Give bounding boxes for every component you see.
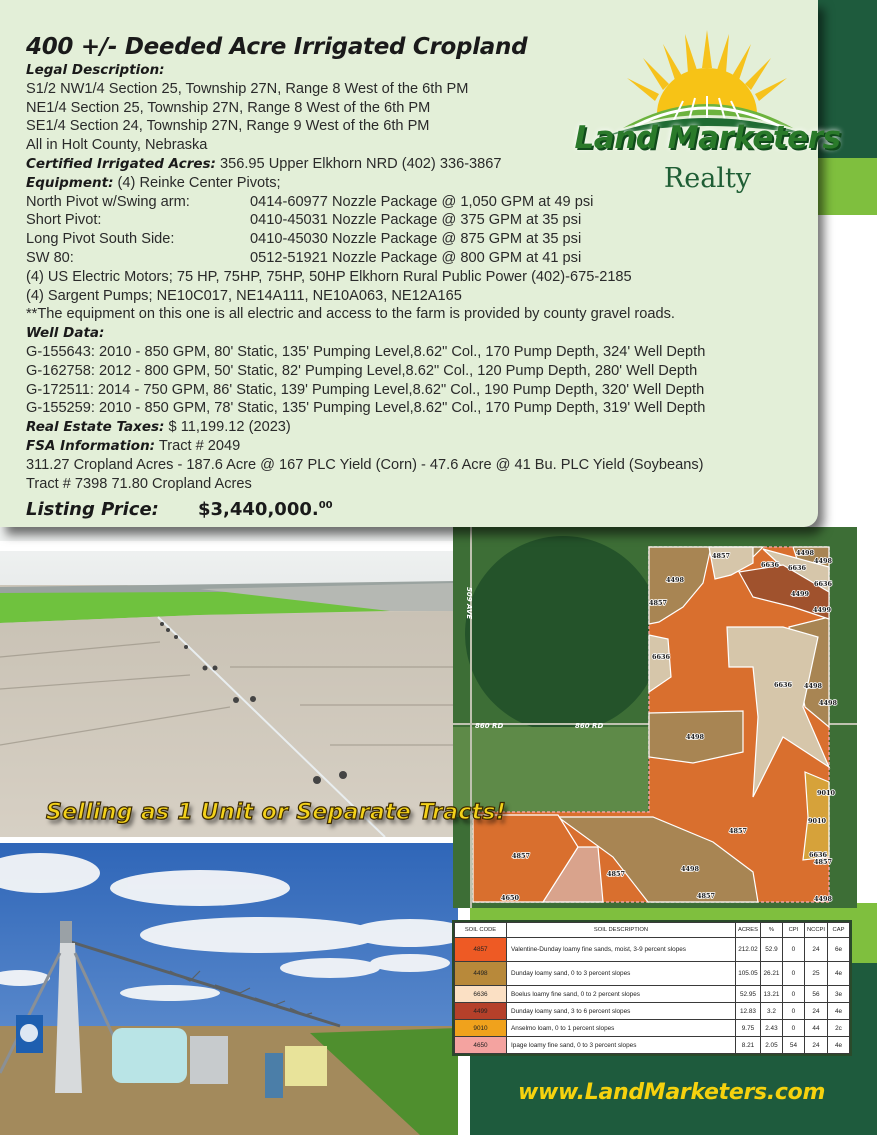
soil-map-label: 4857 <box>648 599 668 607</box>
aerial-field-photo <box>0 527 455 837</box>
acres-cell: 212.02 <box>735 938 760 962</box>
soil-map-label: 4857 <box>813 858 833 866</box>
logo-wordmark: Land Marketers <box>574 120 841 156</box>
soil-map-label: 4498 <box>795 549 815 557</box>
soil-map-label: 6636 <box>651 653 671 661</box>
fsa-row <box>26 437 816 456</box>
cap-cell: 4e <box>828 962 850 986</box>
soil-map-label: 4857 <box>696 892 716 900</box>
col-header-nccpi: NCCPI <box>804 923 827 938</box>
cpi-cell: 0 <box>782 986 804 1003</box>
col-header-percent: % <box>760 923 782 938</box>
cpi-cell: 0 <box>782 1003 804 1020</box>
pivot-spec: 0410-45031 Nozzle Package @ 375 GPM at 35 psi <box>250 212 582 229</box>
logo-subtitle: Realty <box>663 163 752 194</box>
motors-line: (4) US Electric Motors; 75 HP, 75HP, 75HP, 50HP Elkhorn Rural Public Power (402)-675-2185 <box>26 268 632 285</box>
cpi-cell: 54 <box>782 1037 804 1054</box>
pivot-name: Long Pivot South Side: <box>26 231 175 248</box>
fsa-label: FSA Information: <box>26 437 156 454</box>
soil-map-label: 9010 <box>816 789 836 797</box>
soil-description-cell: Ipage loamy fine sand, 0 to 3 percent slopes <box>507 1037 736 1054</box>
cap-cell: 6e <box>828 938 850 962</box>
pivot-row <box>26 211 816 230</box>
soil-map-label: 4857 <box>511 852 531 860</box>
well-line: G-155259: 2010 - 850 GPM, 78' Static, 135' Pumping Level,8.62" Col., 170 Pump Depth, 319' Well Depth <box>26 400 706 417</box>
well-line: G-172511: 2014 - 750 GPM, 86' Static, 139' Pumping Level,8.62" Col., 190 Pump Depth, 320' Well Depth <box>26 381 705 398</box>
soil-description-cell: Dunday loamy sand, 3 to 6 percent slopes <box>507 1003 736 1020</box>
soil-map-label: 4499 <box>812 606 832 614</box>
percent-cell: 2.43 <box>760 1020 782 1037</box>
center-pivot-photo <box>0 843 458 1135</box>
soil-map-label: 4499 <box>790 590 810 598</box>
soil-map-label: 4857 <box>711 552 731 560</box>
acres-cell: 105.05 <box>735 962 760 986</box>
pivot-row <box>26 249 816 268</box>
soil-map-label: 6636 <box>813 580 833 588</box>
soil-map-label: 4498 <box>818 699 838 707</box>
soil-table-row <box>455 1003 850 1020</box>
soil-code-cell: 4857 <box>455 938 507 962</box>
soil-map-label: 4498 <box>813 557 833 565</box>
fsa-line: Tract # 7398 71.80 Cropland Acres <box>26 475 252 492</box>
soil-map-label: 4498 <box>685 733 705 741</box>
soil-table-row <box>455 986 850 1003</box>
legal-line: NE1/4 Section 25, Township 27N, Range 8 West of the 6th PM <box>26 99 431 116</box>
percent-cell: 52.9 <box>760 938 782 962</box>
soil-code-cell: 4650 <box>455 1037 507 1054</box>
percent-cell: 26.21 <box>760 962 782 986</box>
soil-table-header <box>455 923 850 938</box>
land-marketers-logo <box>565 28 850 198</box>
nccpi-cell: 24 <box>804 938 827 962</box>
slogan-banner: Selling as 1 Unit or Separate Tracts! <box>46 800 507 825</box>
cap-cell: 4e <box>828 1003 850 1020</box>
well-line: G-162758: 2012 - 800 GPM, 50' Static, 82' Pumping Level,8.62" Col., 120 Pump Depth, 280' Well Depth <box>26 362 698 379</box>
soil-map-label: 9010 <box>807 817 827 825</box>
pumps-line: (4) Sargent Pumps; NE10C017, NE14A111, NE10A063, NE12A165 <box>26 287 462 304</box>
soil-map-label: 4498 <box>680 865 700 873</box>
listing-price-row <box>26 497 816 520</box>
cap-cell: 2c <box>828 1020 850 1037</box>
road-label-rd: 860 RD <box>575 722 604 730</box>
col-header-soil-description: SOIL DESCRIPTION <box>507 923 736 938</box>
listing-price-cents: 00 <box>318 500 333 512</box>
cap-cell: 3e <box>828 986 850 1003</box>
col-header-cpi: CPI <box>782 923 804 938</box>
soil-map-label: 4498 <box>813 895 833 903</box>
soil-description-cell: Anselmo loam, 0 to 1 percent slopes <box>507 1020 736 1037</box>
acres-cell: 8.21 <box>735 1037 760 1054</box>
nccpi-cell: 56 <box>804 986 827 1003</box>
pivot-spec: 0414-60977 Nozzle Package @ 1,050 GPM at 49 psi <box>250 193 594 210</box>
soil-description-cell: Boelus loamy fine sand, 0 to 2 percent slopes <box>507 986 736 1003</box>
pivot-name: North Pivot w/Swing arm: <box>26 193 190 210</box>
fsa-line: 311.27 Cropland Acres - 187.6 Acre @ 167 PLC Yield (Corn) - 47.6 Acre @ 41 Bu. PLC Yield (Soybeans) <box>26 456 704 473</box>
soil-map <box>453 527 857 908</box>
certified-acres-label: Certified Irrigated Acres: <box>26 155 216 172</box>
acres-cell: 12.83 <box>735 1003 760 1020</box>
legal-description-label: Legal Description: <box>26 62 165 78</box>
cpi-cell: 0 <box>782 1020 804 1037</box>
percent-cell: 2.05 <box>760 1037 782 1054</box>
soil-table-row <box>455 1037 850 1054</box>
soil-description-cell: Valentine-Dunday loamy fine sands, moist, 3-9 percent slopes <box>507 938 736 962</box>
soil-map-label: 6636 <box>760 561 780 569</box>
equipment-note: **The equipment on this one is all electric and access to the farm is provided by county gravel roads. <box>26 306 675 323</box>
cpi-cell: 0 <box>782 938 804 962</box>
soil-map-label: 6636 <box>773 681 793 689</box>
acres-cell: 9.75 <box>735 1020 760 1037</box>
soil-map-label: 4650 <box>500 894 520 902</box>
legal-line: SE1/4 Section 24, Township 27N, Range 9 West of the 6th PM <box>26 118 430 135</box>
road-label-ave: 509 AVE <box>465 587 473 620</box>
certified-acres-value: 356.95 Upper Elkhorn NRD (402) 336-3867 <box>220 155 502 172</box>
nccpi-cell: 24 <box>804 1037 827 1054</box>
equipment-value: (4) Reinke Center Pivots; <box>117 174 281 191</box>
percent-cell: 3.2 <box>760 1003 782 1020</box>
soil-map-label: 6636 <box>787 564 807 572</box>
legal-line: S1/2 NW1/4 Section 25, Township 27N, Range 8 West of the 6th PM <box>26 80 469 97</box>
pivot-name: Short Pivot: <box>26 212 102 229</box>
soil-map-label: 4498 <box>803 682 823 690</box>
soil-table-row <box>455 1020 850 1037</box>
pivot-spec: 0512-51921 Nozzle Package @ 800 GPM at 41 psi <box>250 249 582 266</box>
listing-price-label: Listing Price: <box>26 499 159 521</box>
soil-table-row <box>455 962 850 986</box>
soil-map-label: 6636 <box>808 851 828 859</box>
cpi-cell: 0 <box>782 962 804 986</box>
soil-map-label: 4498 <box>665 576 685 584</box>
well-line: G-155643: 2010 - 850 GPM, 80' Static, 135' Pumping Level,8.62" Col., 170 Pump Depth, 324' Well Depth <box>26 343 706 360</box>
col-header-cap: CAP <box>828 923 850 938</box>
soil-code-cell: 6636 <box>455 986 507 1003</box>
road-label-rd: 860 RD <box>475 722 504 730</box>
col-header-soil-code: SOIL CODE <box>455 923 507 938</box>
pivot-row <box>26 230 816 249</box>
pivot-name: SW 80: <box>26 249 74 266</box>
soil-map-label: 4857 <box>728 827 748 835</box>
pivot-spec: 0410-45030 Nozzle Package @ 875 GPM at 35 psi <box>250 231 582 248</box>
percent-cell: 13.21 <box>760 986 782 1003</box>
soil-description-cell: Dunday loamy sand, 0 to 3 percent slopes <box>507 962 736 986</box>
taxes-label: Real Estate Taxes: <box>26 419 165 436</box>
acres-cell: 52.95 <box>735 986 760 1003</box>
soil-table <box>452 920 852 1056</box>
nccpi-cell: 24 <box>804 1003 827 1020</box>
nccpi-cell: 25 <box>804 962 827 986</box>
listing-price-value: $3,440,000. <box>198 499 319 521</box>
cap-cell: 4e <box>828 1037 850 1054</box>
legal-line: All in Holt County, Nebraska <box>26 137 208 154</box>
soil-table-row <box>455 938 850 962</box>
soil-code-cell: 9010 <box>455 1020 507 1037</box>
soil-code-cell: 4499 <box>455 1003 507 1020</box>
col-header-acres: ACRES <box>735 923 760 938</box>
taxes-value: $ 11,199.12 (2023) <box>168 419 291 436</box>
well-data-label: Well Data: <box>26 325 105 342</box>
soil-code-cell: 4498 <box>455 962 507 986</box>
nccpi-cell: 44 <box>804 1020 827 1037</box>
taxes-row <box>26 418 816 437</box>
website-link[interactable]: www.LandMarketers.com <box>518 1080 826 1105</box>
soil-map-label: 4857 <box>606 870 626 878</box>
fsa-value: Tract # 2049 <box>158 437 241 454</box>
equipment-label: Equipment: <box>26 174 114 191</box>
page-title: 400 +/- Deeded Acre Irrigated Cropland <box>26 34 528 60</box>
